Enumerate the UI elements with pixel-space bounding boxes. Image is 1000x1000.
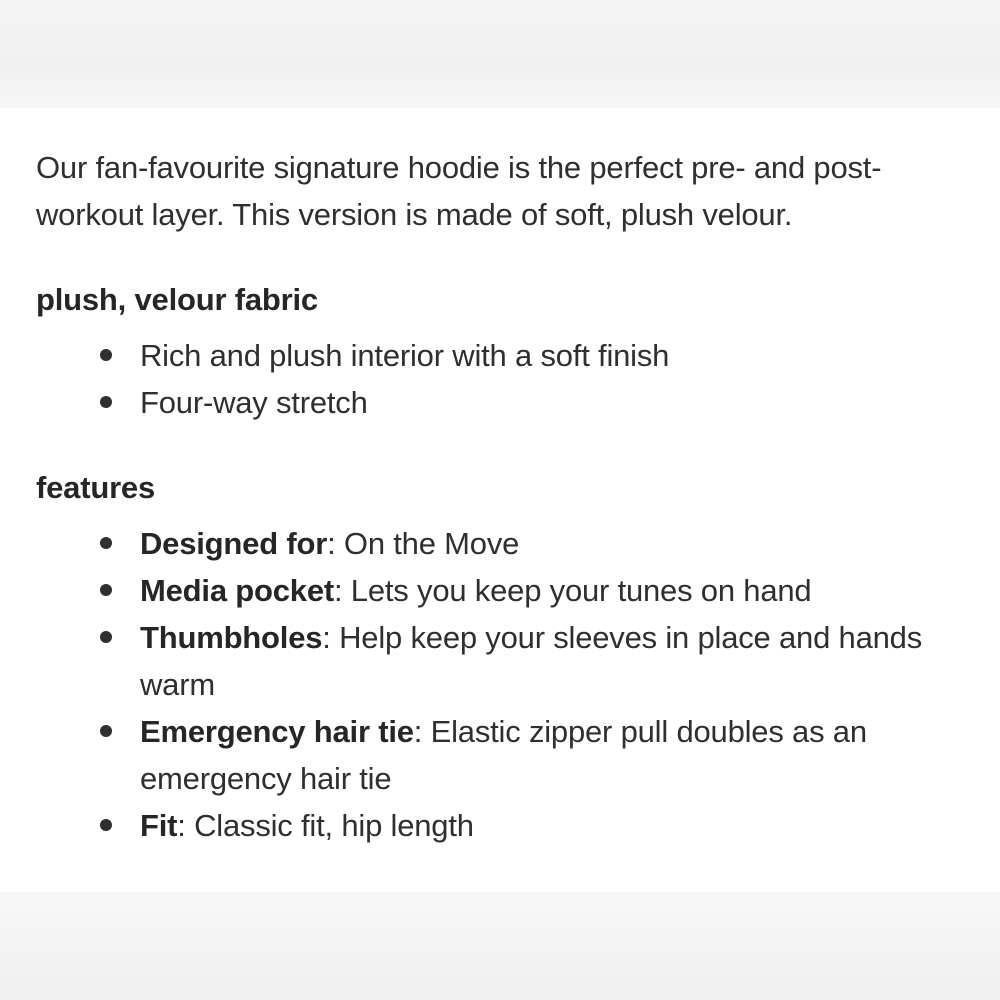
list-item xyxy=(140,520,986,567)
features-list xyxy=(36,520,986,849)
feature-description: : Help keep your sleeves in place and hands warm xyxy=(140,620,923,702)
list-item: Four-way stretch xyxy=(140,379,986,426)
list-item xyxy=(140,708,986,802)
description-content xyxy=(36,144,986,849)
feature-description: : Elastic zipper pull doubles as an emergency hair tie xyxy=(140,714,867,796)
features-section-heading: features xyxy=(36,470,156,505)
feature-term: Thumbholes xyxy=(140,620,323,655)
feature-term: Designed for xyxy=(140,526,328,561)
product-description-card xyxy=(0,108,1000,892)
list-item xyxy=(140,614,986,708)
top-background-band xyxy=(0,0,1000,108)
intro-paragraph: Our fan-favourite signature hoodie is the perfect pre- and post-workout layer. This version is made of soft, plush velour. xyxy=(36,150,882,232)
fabric-section-heading: plush, velour fabric xyxy=(36,282,318,317)
list-item xyxy=(140,802,986,849)
bottom-background-band xyxy=(0,892,1000,1000)
feature-term: Media pocket xyxy=(140,573,334,608)
list-item xyxy=(140,567,986,614)
feature-term: Emergency hair tie xyxy=(140,714,414,749)
feature-term: Fit xyxy=(140,808,178,843)
feature-description: : Lets you keep your tunes on hand xyxy=(333,573,812,608)
feature-description: : On the Move xyxy=(327,526,520,561)
feature-description: : Classic fit, hip length xyxy=(177,808,474,843)
fabric-list xyxy=(36,332,986,426)
list-item: Rich and plush interior with a soft finish xyxy=(140,332,986,379)
